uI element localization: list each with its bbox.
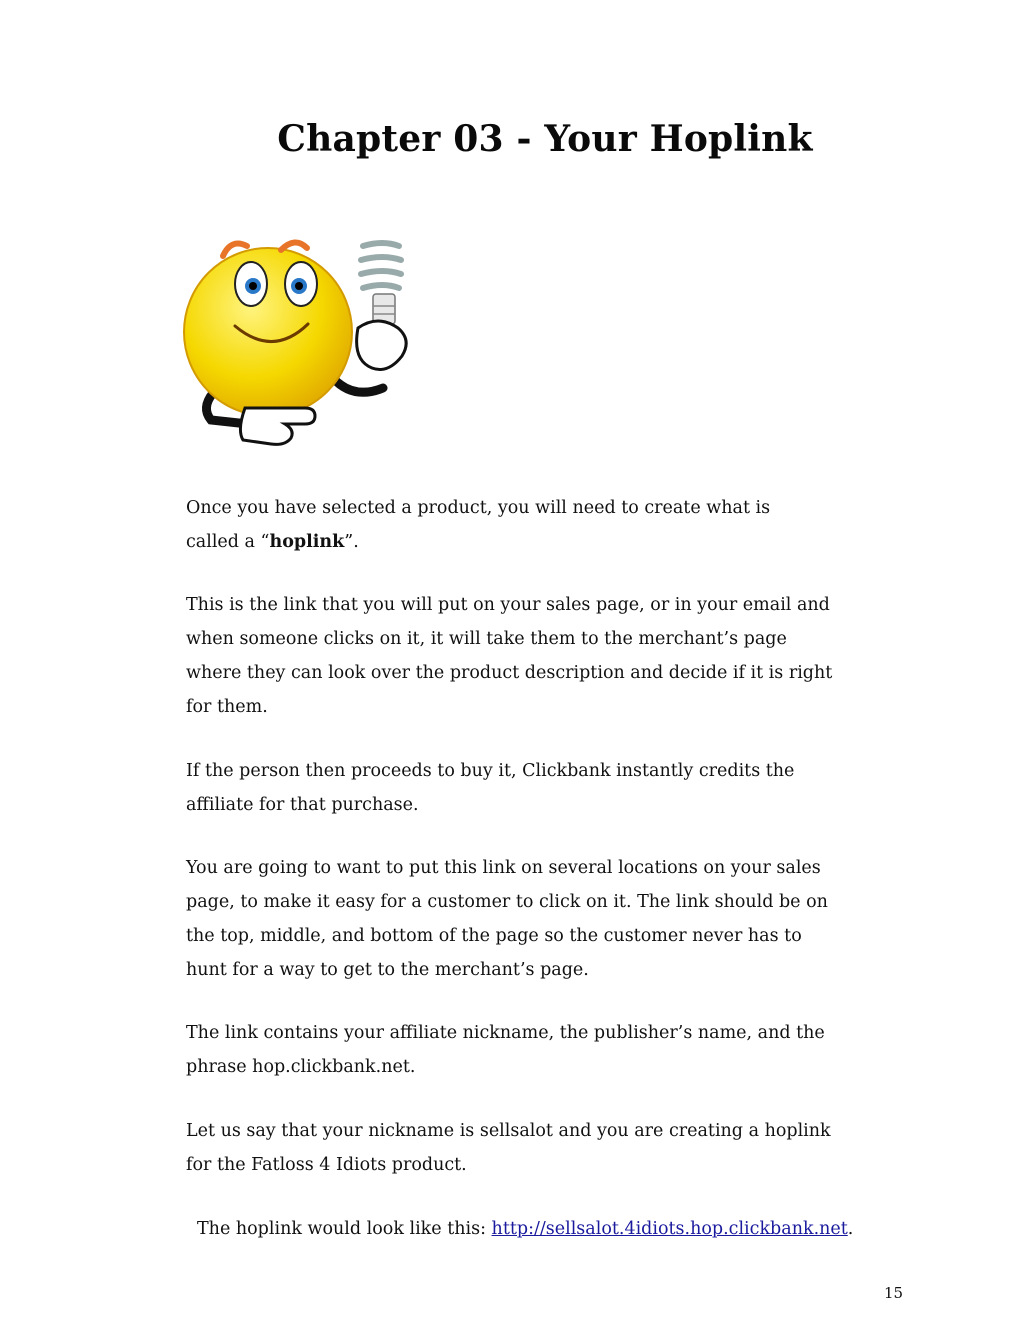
hoplink-url-link[interactable]: http://sellsalot.4idiots.hop.clickbank.net	[491, 1219, 848, 1239]
paragraph-intro	[186, 491, 846, 559]
hoplink-prefix: The hoplink would look like this:	[197, 1219, 492, 1239]
paragraph-intro-line2-start: called a “	[186, 532, 270, 552]
smiley-lightbulb-icon	[183, 228, 425, 446]
hoplink-example	[197, 1212, 853, 1246]
page-number: 15	[884, 1284, 904, 1302]
paragraph-link-explanation: This is the link that you will put on your sales page, or in your email and when someone clicks on it, it will take them to the merchant’s page where they can look over the product description and decide if it is right for them.	[186, 595, 833, 717]
chapter-title: Chapter 03 - Your Hoplink	[277, 118, 813, 160]
paragraph-intro-line1: Once you have selected a product, you will need to create what is	[186, 498, 771, 518]
paragraph-placement: You are going to want to put this link on several locations on your sales page, to make it easy for a customer to click on it. The link should be on the top, middle, and bottom of the page so the customer never has to hunt for a way to get to the merchant’s page.	[186, 858, 828, 980]
paragraph-credits: If the person then proceeds to buy it, Clickbank instantly credits the affiliate for that purchase.	[186, 761, 795, 815]
paragraph-intro-line2-end: ”.	[344, 532, 359, 552]
hoplink-term: hoplink	[269, 532, 345, 552]
paragraph-link-contents: The link contains your affiliate nickname, the publisher’s name, and the phrase hop.clickbank.net.	[186, 1023, 825, 1077]
hoplink-suffix: .	[847, 1219, 854, 1239]
paragraph-example: Let us say that your nickname is sellsalot and you are creating a hoplink for the Fatloss 4 Idiots product.	[186, 1121, 831, 1175]
